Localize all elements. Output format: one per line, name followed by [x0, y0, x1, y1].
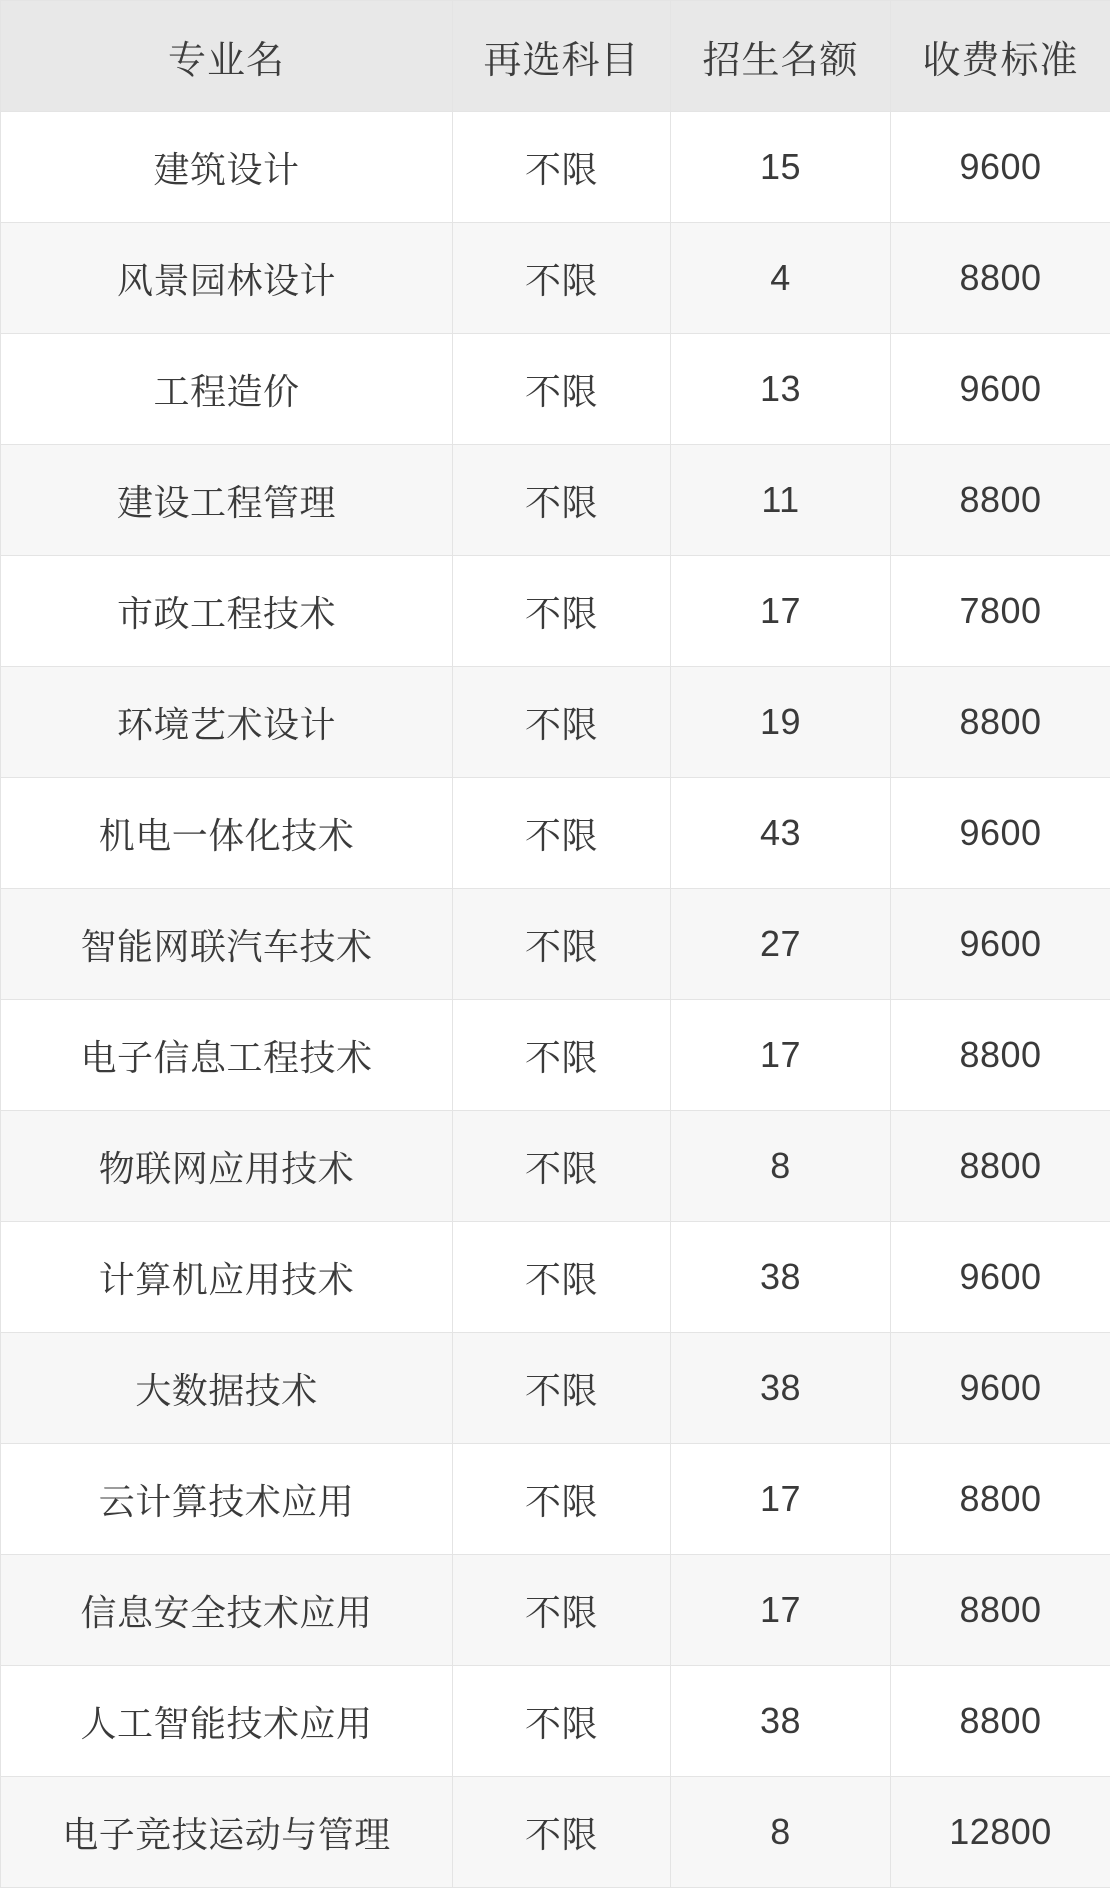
cell-subject: 不限	[453, 112, 671, 223]
cell-fee: 9600	[891, 112, 1110, 223]
cell-major: 人工智能技术应用	[1, 1666, 453, 1777]
table-row	[1, 1222, 1110, 1333]
table-header-row	[1, 1, 1110, 112]
cell-subject: 不限	[453, 1222, 671, 1333]
cell-fee: 8800	[891, 1666, 1110, 1777]
cell-subject: 不限	[453, 1666, 671, 1777]
cell-fee: 9600	[891, 334, 1110, 445]
cell-major: 物联网应用技术	[1, 1111, 453, 1222]
column-header-fee: 收费标准	[891, 1, 1110, 112]
column-header-quota: 招生名额	[671, 1, 891, 112]
cell-quota: 8	[671, 1111, 891, 1222]
cell-fee: 12800	[891, 1777, 1110, 1888]
cell-subject: 不限	[453, 889, 671, 1000]
table-row	[1, 334, 1110, 445]
table-row	[1, 1555, 1110, 1666]
table-row	[1, 1000, 1110, 1111]
cell-major: 计算机应用技术	[1, 1222, 453, 1333]
cell-major: 电子竞技运动与管理	[1, 1777, 453, 1888]
cell-fee: 9600	[891, 1222, 1110, 1333]
cell-quota: 43	[671, 778, 891, 889]
table-row	[1, 445, 1110, 556]
cell-major: 大数据技术	[1, 1333, 453, 1444]
table-row	[1, 1666, 1110, 1777]
cell-subject: 不限	[453, 667, 671, 778]
cell-subject: 不限	[453, 1444, 671, 1555]
cell-major: 机电一体化技术	[1, 778, 453, 889]
column-header-subject: 再选科目	[453, 1, 671, 112]
table-row	[1, 1777, 1110, 1888]
cell-major: 电子信息工程技术	[1, 1000, 453, 1111]
table-row	[1, 1444, 1110, 1555]
cell-quota: 11	[671, 445, 891, 556]
cell-fee: 9600	[891, 778, 1110, 889]
cell-fee: 8800	[891, 1555, 1110, 1666]
table-row	[1, 778, 1110, 889]
cell-subject: 不限	[453, 1111, 671, 1222]
cell-subject: 不限	[453, 445, 671, 556]
cell-quota: 38	[671, 1222, 891, 1333]
cell-quota: 17	[671, 1000, 891, 1111]
cell-subject: 不限	[453, 1555, 671, 1666]
table-row	[1, 889, 1110, 1000]
table-row	[1, 667, 1110, 778]
cell-quota: 17	[671, 1555, 891, 1666]
cell-fee: 9600	[891, 889, 1110, 1000]
cell-quota: 17	[671, 556, 891, 667]
cell-quota: 8	[671, 1777, 891, 1888]
cell-quota: 19	[671, 667, 891, 778]
cell-major: 建设工程管理	[1, 445, 453, 556]
cell-subject: 不限	[453, 1333, 671, 1444]
cell-fee: 7800	[891, 556, 1110, 667]
cell-major: 智能网联汽车技术	[1, 889, 453, 1000]
cell-subject: 不限	[453, 334, 671, 445]
cell-subject: 不限	[453, 1777, 671, 1888]
table-row	[1, 1111, 1110, 1222]
cell-quota: 38	[671, 1666, 891, 1777]
cell-subject: 不限	[453, 223, 671, 334]
cell-quota: 4	[671, 223, 891, 334]
cell-fee: 9600	[891, 1333, 1110, 1444]
cell-subject: 不限	[453, 778, 671, 889]
table-body	[1, 112, 1110, 1888]
cell-quota: 27	[671, 889, 891, 1000]
cell-quota: 38	[671, 1333, 891, 1444]
cell-fee: 8800	[891, 1111, 1110, 1222]
cell-major: 环境艺术设计	[1, 667, 453, 778]
table-row	[1, 112, 1110, 223]
cell-fee: 8800	[891, 1444, 1110, 1555]
cell-subject: 不限	[453, 1000, 671, 1111]
cell-major: 信息安全技术应用	[1, 1555, 453, 1666]
cell-subject: 不限	[453, 556, 671, 667]
cell-quota: 15	[671, 112, 891, 223]
cell-major: 市政工程技术	[1, 556, 453, 667]
cell-major: 云计算技术应用	[1, 1444, 453, 1555]
cell-major: 风景园林设计	[1, 223, 453, 334]
cell-fee: 8800	[891, 667, 1110, 778]
cell-major: 工程造价	[1, 334, 453, 445]
cell-fee: 8800	[891, 223, 1110, 334]
cell-fee: 8800	[891, 445, 1110, 556]
column-header-major: 专业名	[1, 1, 453, 112]
table-header	[1, 1, 1110, 112]
table-row	[1, 1333, 1110, 1444]
table-row	[1, 223, 1110, 334]
table-row	[1, 556, 1110, 667]
cell-quota: 17	[671, 1444, 891, 1555]
cell-quota: 13	[671, 334, 891, 445]
cell-fee: 8800	[891, 1000, 1110, 1111]
cell-major: 建筑设计	[1, 112, 453, 223]
